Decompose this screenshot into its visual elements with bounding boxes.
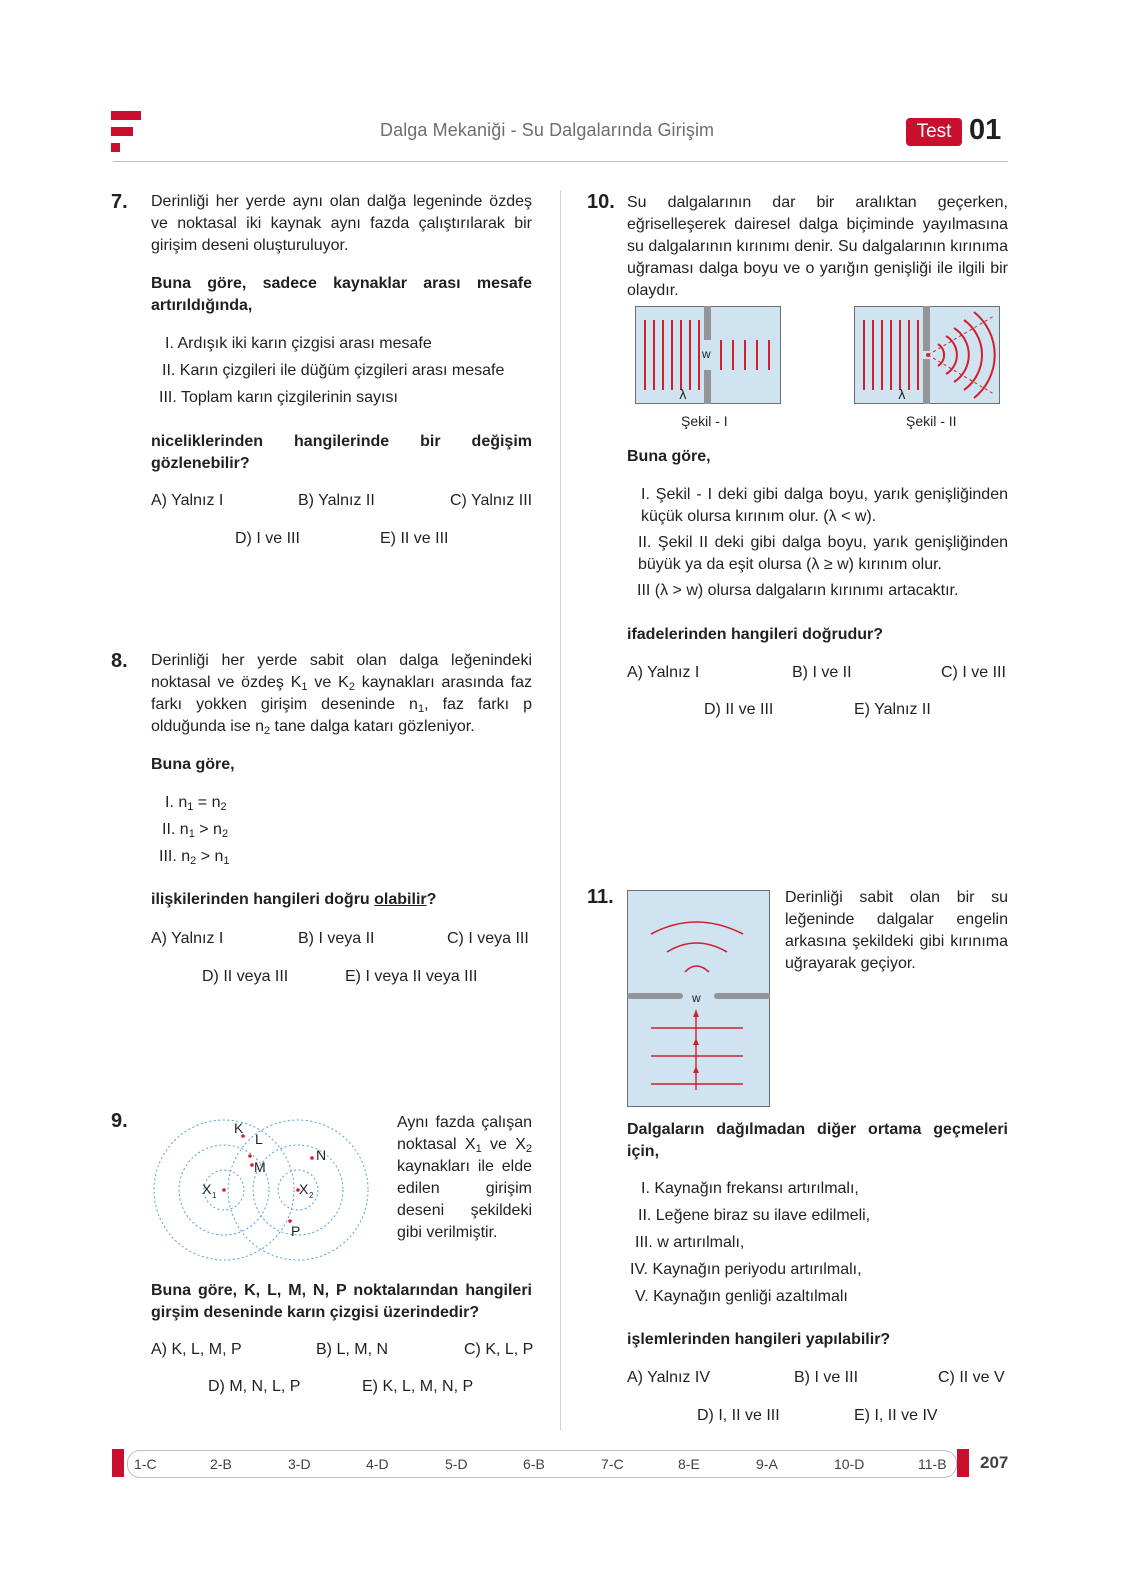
question-7-option-a[interactable]: A) Yalnız I — [151, 492, 224, 509]
answer-bar-left-accent — [112, 1449, 124, 1477]
question-7-question: niceliklerinden hangilerinde bir değişim gözlenebilir? — [151, 433, 532, 472]
figure-1-caption: Şekil - I — [681, 413, 728, 429]
question-8-stem: Derinliği her yerde sabit olan dalga leğenindeki noktasal ve özdeş $K_1$ ve $K_2$ kaynakları arasında faz farkı yokken girişim deseninde $n_1$, faz farkı p olduğunda ise $n_2$ tane dalga katarı gözleniyor. — [151, 652, 533, 737]
question-10-stem: Su dalgalarının dar bir aralıktan geçerken, eğriselleşerek dairesel dalga biçiminde yayılmasına su dalgalarının kırınımı denir. Su dalgalarının kırınıma uğraması dalga boyu ve o yarığın genişliği ile ilgili bir olaydır. — [627, 194, 1008, 299]
question-7-item-2: II. Karın çizgileri ile düğüm çizgileri arası mesafe — [162, 362, 505, 379]
question-11-item-4: IV. Kaynağın periyodu artırılmalı, — [630, 1261, 862, 1278]
question-10-option-a[interactable]: A) Yalnız I — [627, 664, 700, 681]
test-badge: Test — [906, 118, 962, 146]
page-number: 207 — [980, 1453, 1009, 1472]
question-8-question: ilişkilerinden hangileri doğru olabilir? — [151, 891, 437, 908]
question-10-option-b[interactable]: B) I ve II — [792, 664, 852, 681]
question-7-option-d[interactable]: D) I ve III — [235, 530, 300, 547]
question-9-option-e[interactable]: E) K, L, M, N, P — [362, 1378, 474, 1395]
question-10-number: 10. — [587, 191, 615, 213]
source-x2-label: X — [299, 1181, 309, 1197]
question-7-number: 7. — [111, 191, 128, 213]
question-9-question: Buna göre, K, L, M, N, P noktalarından hangileri girşim deseninde karın çizgisi üzerindedir? — [151, 1282, 532, 1321]
interference-pattern-figure — [148, 1110, 388, 1270]
question-8-option-b[interactable]: B) I veya II — [298, 930, 375, 947]
figure-1-lambda-label: λ — [679, 388, 687, 403]
column-divider — [560, 190, 561, 1430]
question-9-option-c[interactable]: C) K, L, P — [464, 1341, 534, 1358]
question-8-item-3: III. $n_2 > n_1$ — [159, 848, 230, 867]
question-7-option-e[interactable]: E) II ve III — [380, 530, 449, 547]
source-x1-label: X — [202, 1181, 212, 1197]
question-7-option-c[interactable]: C) Yalnız III — [450, 492, 533, 509]
question-9-option-b[interactable]: B) L, M, N — [316, 1341, 389, 1358]
question-9-option-a[interactable]: A) K, L, M, P — [151, 1341, 242, 1358]
question-11-option-b[interactable]: B) I ve III — [794, 1369, 859, 1386]
question-7-item-1: I. Ardışık iki karın çizgisi arası mesafe — [165, 335, 432, 352]
answer-6: 6-B — [523, 1456, 545, 1472]
question-11-item-5: V. Kaynağın genliği azaltılmalı — [635, 1288, 848, 1305]
figure-2-lambda-label: λ — [898, 388, 906, 403]
answer-10: 10-D — [834, 1456, 865, 1472]
question-11-prompt: Dalgaların dağılmadan diğer ortama geçmeleri için, — [627, 1121, 1008, 1160]
answer-7: 7-C — [601, 1456, 624, 1472]
point-n-label: N — [316, 1147, 327, 1163]
question-11-question: işlemlerinden hangileri yapılabilir? — [627, 1331, 891, 1348]
question-8-option-a[interactable]: A) Yalnız I — [151, 930, 224, 947]
question-10-option-c[interactable]: C) I ve III — [941, 664, 1006, 681]
question-11-option-d[interactable]: D) I, II ve III — [697, 1407, 780, 1424]
question-8-option-e[interactable]: E) I veya II veya III — [345, 968, 478, 985]
answer-2: 2-B — [210, 1456, 232, 1472]
figure-w-label: w — [692, 991, 701, 1005]
question-7-stem: Derinliği her yerde aynı olan dalğa legeninde özdeş ve noktasal iki kaynak aynı fazda çalıştırılarak bir girişim deseni oluşturuluyor. — [151, 193, 532, 254]
question-7-option-b[interactable]: B) Yalnız II — [298, 492, 375, 509]
question-11-number: 11. — [587, 886, 614, 908]
question-8-number: 8. — [111, 650, 128, 672]
source-x1-sub: 1 — [212, 1191, 217, 1200]
question-9-option-d[interactable]: D) M, N, L, P — [208, 1378, 301, 1395]
question-9-stem: Aynı fazda çalışan noktasal $X_1$ ve $X_2$ kaynakları ile elde edilen girişim deseni şekildeki gibi verilmiştir. — [397, 1114, 532, 1241]
question-10-item-2: II. Şekil II deki gibi dalga boyu, yarık genişliğinden büyük ya da eşit olursa (λ ≥ w) kırınım olur. — [638, 534, 1008, 573]
question-10-question: ifadelerinden hangileri doğrudur? — [627, 626, 884, 643]
question-11-option-c[interactable]: C) II ve V — [938, 1369, 1005, 1386]
question-10-option-e[interactable]: E) Yalnız II — [854, 701, 931, 718]
question-7-item-3: III. Toplam karın çizgilerinin sayısı — [159, 389, 398, 406]
answer-4: 4-D — [366, 1456, 389, 1472]
figure-2-caption: Şekil - II — [906, 413, 957, 429]
question-10-item-3: III (λ > w) olursa dalgaların kırınımı artacaktır. — [637, 582, 959, 599]
question-8-option-c[interactable]: C) I veya III — [447, 930, 529, 947]
question-11-option-a[interactable]: A) Yalnız IV — [627, 1369, 710, 1386]
question-11-option-e[interactable]: E) I, II ve IV — [854, 1407, 938, 1424]
point-m-label: M — [254, 1159, 266, 1175]
figure-1-diffraction — [635, 306, 781, 404]
question-9-number: 9. — [111, 1110, 128, 1132]
answer-5: 5-D — [445, 1456, 468, 1472]
brand-logo — [111, 111, 141, 153]
question-10-prompt: Buna göre, — [627, 448, 711, 465]
question-8-prompt: Buna göre, — [151, 756, 235, 773]
question-11-item-1: I. Kaynağın frekansı artırılmalı, — [641, 1180, 859, 1197]
question-7-prompt: Buna göre, sadece kaynaklar arası mesafe artırıldığında, — [151, 275, 532, 314]
question-10-option-d[interactable]: D) II ve III — [704, 701, 774, 718]
page-title: Dalga Mekaniği - Su Dalgalarında Girişim — [380, 120, 715, 140]
point-p-label: P — [291, 1223, 301, 1239]
question-11-item-2: II. Leğene biraz su ilave edilmeli, — [638, 1207, 871, 1224]
figure-obstacle-diffraction — [627, 890, 770, 1107]
answer-1: 1-C — [134, 1456, 157, 1472]
point-k-label: K — [234, 1120, 244, 1136]
answer-11: 11-B — [918, 1456, 947, 1472]
question-8-item-1: I. $n_1 = n_2$ — [165, 794, 227, 813]
question-8-option-d[interactable]: D) II veya III — [202, 968, 289, 985]
answer-8: 8-E — [678, 1456, 700, 1472]
answer-3: 3-D — [288, 1456, 311, 1472]
source-x2-sub: 2 — [309, 1191, 314, 1200]
answer-bar-right-accent — [957, 1449, 969, 1477]
test-number: 01 — [969, 114, 1002, 146]
header-divider — [113, 161, 1008, 162]
figure-2-diffraction — [854, 306, 1000, 404]
question-11-stem: Derinliği sabit olan bir su leğeninde dalgalar engelin arkasına şekildeki gibi kırınıma uğrayarak geçiyor. — [785, 889, 1008, 972]
answer-9: 9-A — [756, 1456, 778, 1472]
point-l-label: L — [255, 1131, 263, 1147]
question-10-item-1: I. Şekil - I deki gibi dalga boyu, yarık genişliğinden küçük olursa kırınım olur. (λ < w). — [641, 486, 1008, 525]
question-8-item-2: II. $n_1 > n_2$ — [162, 821, 229, 840]
question-11-item-3: III. w artırılmalı, — [635, 1234, 745, 1251]
figure-1-w-label: w — [702, 347, 711, 361]
